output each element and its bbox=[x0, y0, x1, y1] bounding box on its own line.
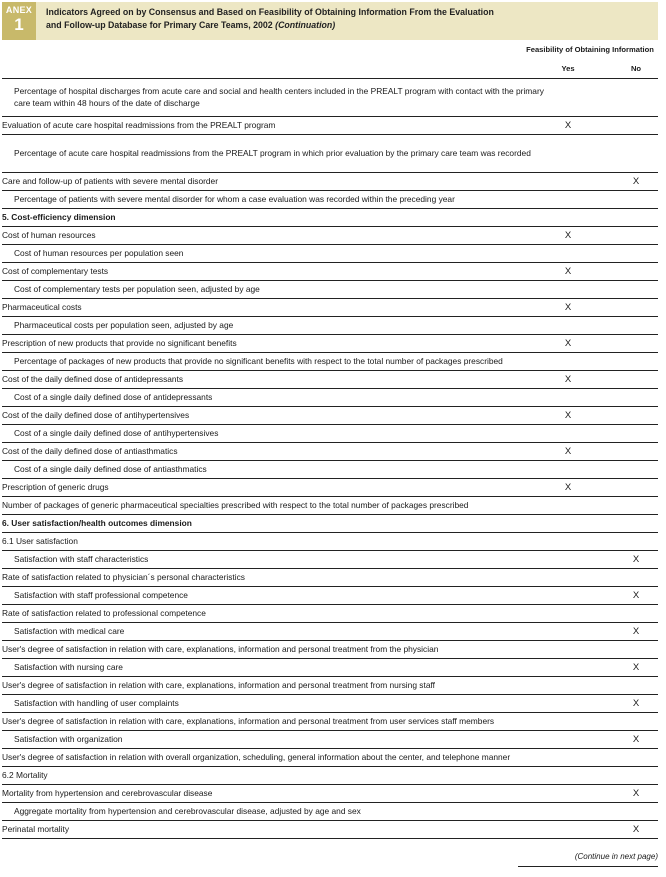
indicator-text: 6. User satisfaction/health outcomes dimension bbox=[2, 517, 192, 528]
indicator-text: Cost of the daily defined dose of antiasthmatics bbox=[2, 445, 178, 456]
indicator-text: Rate of satisfaction related to physician´s personal characteristics bbox=[2, 571, 245, 582]
table-row bbox=[2, 117, 658, 135]
indicator-text: Care and follow-up of patients with severe mental disorder bbox=[2, 175, 218, 186]
yes-column-header: Yes bbox=[561, 64, 575, 73]
table-row bbox=[2, 191, 658, 209]
indicator-text: Cost of the daily defined dose of antihypertensives bbox=[2, 409, 190, 420]
indicator-text: 6.2 Mortality bbox=[2, 769, 48, 780]
indicator-text: User's degree of satisfaction in relation with care, explanations, information and personal treatment from user services staff members bbox=[2, 715, 495, 726]
indicator-text: User's degree of satisfaction in relation with care, explanations, information and personal treatment from the physician bbox=[2, 643, 439, 654]
title-line-1: Indicators Agreed on by Consensus and Based on Feasibility of Obtaining Information From the Evaluation bbox=[46, 7, 494, 17]
yes-mark: X bbox=[564, 230, 572, 241]
indicator-text: Percentage of acute care hospital readmissions from the PREALT program in which prior evaluation by the primary care team was recorded bbox=[14, 147, 531, 158]
yes-mark: X bbox=[564, 482, 572, 493]
no-mark: X bbox=[632, 734, 640, 745]
table-row bbox=[2, 227, 658, 245]
no-mark: X bbox=[632, 824, 640, 835]
yes-mark: X bbox=[564, 410, 572, 421]
footer-rule bbox=[518, 866, 658, 867]
table-row bbox=[2, 353, 658, 371]
indicator-text: Percentage of patients with severe mental disorder for whom a case evaluation was recorded within the preceding year bbox=[14, 193, 455, 204]
indicator-text: Cost of human resources bbox=[2, 229, 96, 240]
no-mark: X bbox=[632, 788, 640, 799]
yes-mark: X bbox=[564, 266, 572, 277]
title-suffix: (Continuation) bbox=[275, 20, 336, 30]
yes-mark: X bbox=[564, 374, 572, 385]
no-column-header: No bbox=[630, 64, 642, 73]
table-row bbox=[2, 551, 658, 569]
feasibility-header: Feasibility of Obtaining Information bbox=[526, 45, 654, 54]
indicator-table bbox=[2, 79, 658, 839]
table-row bbox=[2, 245, 658, 263]
table-row bbox=[2, 659, 658, 677]
indicator-text: Cost of complementary tests per population seen, adjusted by age bbox=[14, 283, 260, 294]
table-row bbox=[2, 335, 658, 353]
indicator-text: Cost of a single daily defined dose of antiasthmatics bbox=[14, 463, 207, 474]
indicator-text: Prescription of new products that provide no significant benefits bbox=[2, 337, 237, 348]
no-mark: X bbox=[632, 590, 640, 601]
indicator-text: Satisfaction with nursing care bbox=[14, 661, 123, 672]
table-row bbox=[2, 821, 658, 839]
indicator-text: Cost of complementary tests bbox=[2, 265, 109, 276]
yes-mark: X bbox=[564, 338, 572, 349]
table-row bbox=[2, 389, 658, 407]
indicator-text: 6.1 User satisfaction bbox=[2, 535, 78, 546]
indicator-text: User's degree of satisfaction in relation with care, explanations, information and personal treatment from nursing staff bbox=[2, 679, 435, 690]
table-row bbox=[2, 79, 658, 117]
indicator-text: Percentage of hospital discharges from acute care and social and health centers included in the PREALT program with contact with the primary care team within 48 hours of the date of discharge bbox=[14, 86, 544, 108]
indicator-text: Perinatal mortality bbox=[2, 823, 70, 834]
table-row bbox=[2, 623, 658, 641]
table-row bbox=[2, 425, 658, 443]
indicator-text: Satisfaction with handling of user complaints bbox=[14, 697, 179, 708]
table-row bbox=[2, 371, 658, 389]
title-line-2-text: and Follow-up Database for Primary Care Teams, 2002 bbox=[46, 20, 273, 30]
indicator-text: Evaluation of acute care hospital readmissions from the PREALT program bbox=[2, 119, 276, 130]
annex-number: 1 bbox=[14, 15, 24, 34]
table-row bbox=[2, 479, 658, 497]
indicator-text: Rate of satisfaction related to professional competence bbox=[2, 607, 206, 618]
table-row bbox=[2, 695, 658, 713]
indicator-text: Satisfaction with medical care bbox=[14, 625, 125, 636]
indicator-text: Satisfaction with staff professional competence bbox=[14, 589, 188, 600]
no-mark: X bbox=[632, 662, 640, 673]
table-row bbox=[2, 299, 658, 317]
indicator-text: Cost of human resources per population seen bbox=[14, 247, 184, 258]
table-row bbox=[2, 803, 658, 821]
table-row bbox=[2, 605, 658, 623]
table-row bbox=[2, 135, 658, 173]
table-row bbox=[2, 533, 658, 551]
no-mark: X bbox=[632, 626, 640, 637]
table-row bbox=[2, 173, 658, 191]
table-row bbox=[2, 677, 658, 695]
indicator-text: Prescription of generic drugs bbox=[2, 481, 109, 492]
indicator-text: Cost of a single daily defined dose of antihypertensives bbox=[14, 427, 219, 438]
table-row bbox=[2, 515, 658, 533]
indicator-text: Mortality from hypertension and cerebrovascular disease bbox=[2, 787, 213, 798]
table-row bbox=[2, 731, 658, 749]
table-row bbox=[2, 749, 658, 767]
yes-mark: X bbox=[564, 302, 572, 313]
table-row bbox=[2, 641, 658, 659]
table-row bbox=[2, 317, 658, 335]
indicator-text: Satisfaction with organization bbox=[14, 733, 123, 744]
indicator-text: Pharmaceutical costs bbox=[2, 301, 82, 312]
no-mark: X bbox=[632, 698, 640, 709]
table-row bbox=[2, 713, 658, 731]
indicator-text: Number of packages of generic pharmaceutical specialties prescribed with respect to the total number of packages prescribed bbox=[2, 499, 469, 510]
indicator-text: User's degree of satisfaction in relation with overall organization, scheduling, general information about the center, and telephone manner bbox=[2, 751, 511, 762]
table-row bbox=[2, 587, 658, 605]
indicator-text: Satisfaction with staff characteristics bbox=[14, 553, 149, 564]
table-row bbox=[2, 569, 658, 587]
annex-banner bbox=[2, 2, 658, 40]
table-row bbox=[2, 785, 658, 803]
no-mark: X bbox=[632, 176, 640, 187]
table-row bbox=[2, 461, 658, 479]
annex-badge bbox=[2, 2, 36, 40]
no-mark: X bbox=[632, 554, 640, 565]
table-row bbox=[2, 281, 658, 299]
table-row bbox=[2, 209, 658, 227]
indicator-text: Cost of a single daily defined dose of antidepressants bbox=[14, 391, 213, 402]
table-title bbox=[36, 2, 494, 32]
table-row bbox=[2, 497, 658, 515]
table-row bbox=[2, 263, 658, 281]
table-row bbox=[2, 407, 658, 425]
indicator-text: Percentage of packages of new products that provide no significant benefits with respect to the total number of packages prescribed bbox=[14, 355, 503, 366]
yes-mark: X bbox=[564, 120, 572, 131]
table-row bbox=[2, 443, 658, 461]
yes-mark: X bbox=[564, 446, 572, 457]
indicator-text: Pharmaceutical costs per population seen, adjusted by age bbox=[14, 319, 234, 330]
indicator-text: 5. Cost-efficiency dimension bbox=[2, 211, 116, 222]
annex-word: ANEX bbox=[5, 5, 33, 15]
indicator-text: Aggregate mortality from hypertension and cerebrovascular disease, adjusted by age and sex bbox=[14, 805, 361, 816]
continue-note: (Continue in next page) bbox=[574, 852, 658, 861]
title-line-2 bbox=[46, 19, 494, 32]
indicator-text: Cost of the daily defined dose of antidepressants bbox=[2, 373, 184, 384]
table-row bbox=[2, 767, 658, 785]
